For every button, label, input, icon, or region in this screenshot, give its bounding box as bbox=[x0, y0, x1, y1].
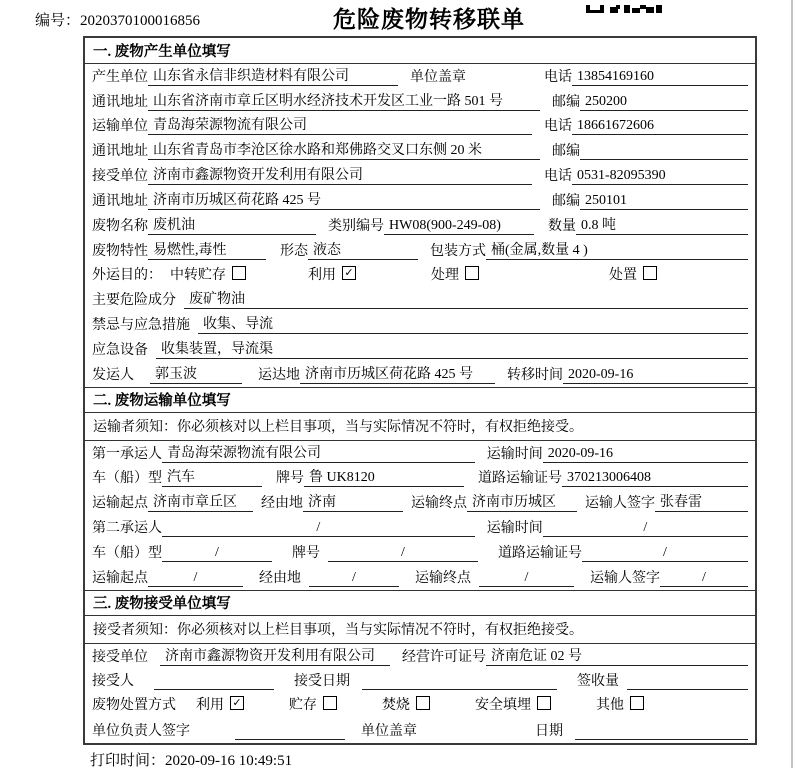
packing-label: 包装方式 bbox=[430, 243, 486, 259]
manager-sign-label: 单位负责人签字 bbox=[92, 724, 190, 740]
emergency-measures-field: 收集、导流 bbox=[198, 313, 748, 334]
transporter-phone-field: 18661672606 bbox=[572, 118, 748, 135]
disposal-option-utilize bbox=[196, 694, 244, 714]
carrier-sign1-field: 张春雷 bbox=[655, 491, 748, 512]
first-carrier-label: 第一承运人 bbox=[92, 446, 162, 462]
disposal-option-other bbox=[596, 694, 644, 714]
page-title: 危险废物转移联单 bbox=[333, 7, 525, 32]
option-label: 利用 bbox=[196, 698, 224, 714]
receiver-phone-label: 电话 bbox=[544, 169, 572, 185]
plate2-field: / bbox=[328, 545, 478, 562]
row-waste-name bbox=[85, 213, 755, 238]
emergency-equipment-label: 应急设备 bbox=[92, 342, 148, 358]
waste-name-field: 废机油 bbox=[148, 214, 316, 235]
receiver-address-field: 济南市历城区荷花路 425 号 bbox=[148, 189, 540, 210]
checkbox-disposal-storage bbox=[323, 696, 337, 710]
transport-time1-field: 2020-09-16 bbox=[543, 446, 748, 463]
waste-property-field: 易燃性,毒性 bbox=[148, 239, 266, 260]
checkbox-utilize: ✓ bbox=[342, 266, 356, 280]
producer-address-label: 通讯地址 bbox=[92, 94, 148, 110]
row-vehicle2 bbox=[85, 540, 755, 565]
producer-label: 产生单位 bbox=[92, 69, 148, 85]
main-hazard-field: 废矿物油 bbox=[184, 288, 748, 309]
checkbox-disposal-utilize: ✓ bbox=[230, 696, 244, 710]
receiver-label: 接受单位 bbox=[92, 169, 148, 185]
packing-field: 桶(金属,数量 4 ) bbox=[486, 239, 748, 260]
road-permit2-label: 道路运输证号 bbox=[498, 545, 582, 561]
receiver-name-field: 济南市鑫源物资开发利用有限公司 bbox=[148, 164, 532, 185]
form-field: 液态 bbox=[308, 239, 418, 260]
road-permit1-label: 道路运输证号 bbox=[478, 471, 562, 487]
carrier-sign2-field: / bbox=[660, 570, 748, 587]
row-dispatch bbox=[85, 362, 755, 387]
road-permit2-field: / bbox=[582, 545, 748, 562]
quantity-field: 0.8 吨 bbox=[576, 214, 748, 235]
receiving-unit-label: 接受单位 bbox=[92, 649, 148, 665]
producer-name-field: 山东省永信非织造材料有限公司 bbox=[148, 65, 398, 86]
unit-seal2-label: 单位盖章 bbox=[361, 724, 417, 740]
row-transfer-purpose bbox=[85, 263, 755, 288]
row-first-carrier bbox=[85, 441, 755, 466]
license-label: 经营许可证号 bbox=[402, 649, 486, 665]
row-main-hazard bbox=[85, 287, 755, 312]
plate2-label: 牌号 bbox=[292, 545, 320, 561]
row-emergency-equipment bbox=[85, 337, 755, 362]
category-code-field: HW08(900-249-08) bbox=[384, 218, 534, 235]
option-label: 焚烧 bbox=[382, 698, 410, 714]
row-route2 bbox=[85, 565, 755, 590]
category-code-label: 类别编号 bbox=[328, 218, 384, 234]
transporter-zip-field bbox=[580, 159, 748, 160]
end2-field: / bbox=[479, 570, 574, 587]
date2-field bbox=[575, 739, 748, 740]
row-producer bbox=[85, 64, 755, 89]
transporter-label: 运输单位 bbox=[92, 119, 148, 135]
transport-time2-label: 运输时间 bbox=[486, 521, 543, 537]
end2-label: 运输终点 bbox=[415, 570, 471, 586]
option-label: 处理 bbox=[431, 267, 459, 283]
via1-label: 经由地 bbox=[261, 496, 303, 512]
row-vehicle1 bbox=[85, 466, 755, 491]
row-receiver-address bbox=[85, 188, 755, 213]
second-carrier-label: 第二承运人 bbox=[92, 521, 162, 537]
destination-field: 济南市历城区荷花路 425 号 bbox=[300, 363, 495, 384]
vehicle-type1-field: 汽车 bbox=[162, 466, 262, 487]
vehicle-type2-field: / bbox=[162, 545, 272, 562]
plate1-field: 鲁 UK8120 bbox=[304, 466, 464, 487]
transporter-address-field: 山东省青岛市李沧区徐水路和郑佛路交叉口东侧 20 米 bbox=[148, 139, 540, 160]
waste-property-label: 废物特性 bbox=[92, 243, 148, 259]
disposal-option-incinerate bbox=[382, 694, 430, 714]
row-receiver bbox=[85, 163, 755, 188]
transfer-time-field: 2020-09-16 bbox=[563, 367, 748, 384]
row-producer-address bbox=[85, 89, 755, 114]
second-carrier-field: / bbox=[162, 520, 475, 537]
row-manager-signature bbox=[85, 718, 755, 743]
emergency-measures-label: 禁忌与应急措施 bbox=[92, 318, 190, 334]
checkbox-disposal-other bbox=[630, 696, 644, 710]
section1-header: 一. 废物产生单位填写 bbox=[85, 38, 755, 64]
row-transporter-address bbox=[85, 138, 755, 163]
main-hazard-label: 主要危险成分 bbox=[92, 293, 176, 309]
waste-name-label: 废物名称 bbox=[92, 218, 148, 234]
option-label: 利用 bbox=[308, 267, 336, 283]
checkbox-treat bbox=[465, 266, 479, 280]
print-time-label: 打印时间： bbox=[90, 753, 166, 769]
row-waste-property bbox=[85, 238, 755, 263]
destination-label: 运达地 bbox=[258, 367, 300, 383]
option-label: 安全填埋 bbox=[475, 698, 531, 714]
disposal-option-storage bbox=[289, 694, 337, 714]
checkbox-disposal-incinerate bbox=[416, 696, 430, 710]
origin2-label: 运输起点 bbox=[92, 570, 148, 586]
purpose-option-utilize bbox=[308, 264, 356, 284]
producer-zip-field: 250200 bbox=[580, 94, 748, 111]
transport-time2-field: / bbox=[543, 520, 748, 537]
signed-amount-field bbox=[627, 689, 748, 690]
option-label: 中转贮存 bbox=[170, 267, 226, 283]
transporter-zip-label: 邮编 bbox=[552, 144, 580, 160]
purpose-option-treat bbox=[431, 264, 479, 284]
row-route1 bbox=[85, 490, 755, 515]
transporter-name-field: 青岛海荣源物流有限公司 bbox=[148, 114, 532, 135]
purpose-option-transfer-storage bbox=[170, 264, 246, 284]
checkbox-transfer-storage bbox=[232, 266, 246, 280]
plate1-label: 牌号 bbox=[276, 471, 304, 487]
disposal-method-label: 废物处置方式 bbox=[92, 698, 176, 714]
transporter-address-label: 通讯地址 bbox=[92, 144, 148, 160]
row-disposal-method bbox=[85, 693, 755, 718]
signed-amount-label: 签收量 bbox=[577, 674, 619, 690]
receiver-phone-field: 0531-82095390 bbox=[572, 168, 748, 185]
option-label: 处置 bbox=[609, 267, 637, 283]
row-transporter bbox=[85, 114, 755, 139]
receiving-unit-field: 济南市鑫源物资开发利用有限公司 bbox=[160, 645, 390, 666]
carrier-sign2-label: 运输人签字 bbox=[590, 570, 660, 586]
via2-label: 经由地 bbox=[259, 570, 301, 586]
date2-label: 日期 bbox=[535, 724, 563, 740]
first-carrier-field: 青岛海荣源物流有限公司 bbox=[162, 442, 475, 463]
disposal-option-landfill bbox=[475, 694, 551, 714]
checkbox-disposal-landfill bbox=[537, 696, 551, 710]
purpose-option-dispose bbox=[609, 264, 657, 284]
origin1-field: 济南市章丘区 bbox=[148, 491, 253, 512]
via2-field: / bbox=[309, 570, 399, 587]
recipient-field bbox=[154, 689, 274, 690]
end1-field: 济南市历城区 bbox=[467, 491, 577, 512]
road-permit1-field: 370213006408 bbox=[562, 470, 748, 487]
consignor-field: 郭玉波 bbox=[150, 363, 242, 384]
origin2-field: / bbox=[148, 570, 243, 587]
vehicle-type1-label: 车（船）型 bbox=[92, 471, 162, 487]
manager-sign-field bbox=[235, 739, 345, 740]
transporter-phone-label: 电话 bbox=[544, 119, 572, 135]
serial-label: 编号： bbox=[35, 13, 81, 29]
receiver-address-label: 通讯地址 bbox=[92, 193, 148, 209]
receive-date-label: 接受日期 bbox=[294, 674, 350, 690]
form-label: 形态 bbox=[280, 243, 308, 259]
via1-field: 济南 bbox=[303, 491, 403, 512]
producer-phone-field: 13854169160 bbox=[572, 69, 748, 86]
qr-code-fragment-icon bbox=[586, 0, 662, 8]
transporter-notice: 运输者须知：你必须核对以上栏目事项，当与实际情况不符时，有权拒绝接受。 bbox=[85, 413, 755, 441]
license-field: 济南危证 02 号 bbox=[486, 645, 748, 666]
checkbox-dispose bbox=[643, 266, 657, 280]
section3-header: 三. 废物接受单位填写 bbox=[85, 590, 755, 616]
receiver-notice: 接受者须知：你必须核对以上栏目事项，当与实际情况不符时，有权拒绝接受。 bbox=[85, 616, 755, 644]
serial-number bbox=[35, 9, 200, 30]
serial-value: 2020370100016856 bbox=[80, 13, 201, 29]
row-second-carrier bbox=[85, 515, 755, 540]
purpose-label: 外运目的： bbox=[92, 267, 162, 283]
receiver-zip-label: 邮编 bbox=[552, 193, 580, 209]
consignor-label: 发运人 bbox=[92, 367, 134, 383]
section2-header: 二. 废物运输单位填写 bbox=[85, 387, 755, 413]
recipient-label: 接受人 bbox=[92, 674, 134, 690]
option-label: 其他 bbox=[596, 698, 624, 714]
producer-zip-label: 邮编 bbox=[552, 94, 580, 110]
receive-date-field bbox=[362, 689, 557, 690]
carrier-sign1-label: 运输人签字 bbox=[585, 496, 655, 512]
producer-address-field: 山东省济南市章丘区明水经济技术开发区工业一路 501 号 bbox=[148, 90, 540, 111]
print-time bbox=[90, 749, 292, 770]
quantity-label: 数量 bbox=[548, 218, 576, 234]
producer-phone-label: 电话 bbox=[544, 69, 572, 85]
transport-time1-label: 运输时间 bbox=[486, 446, 543, 462]
print-time-value: 2020-09-16 10:49:51 bbox=[165, 753, 293, 769]
page-right-edge bbox=[791, 0, 793, 768]
row-receiving-unit bbox=[85, 644, 755, 669]
end1-label: 运输终点 bbox=[411, 496, 467, 512]
receiver-zip-field: 250101 bbox=[580, 193, 748, 210]
transfer-form-table bbox=[83, 36, 757, 745]
unit-seal-label: 单位盖章 bbox=[410, 69, 466, 85]
row-emergency-measures bbox=[85, 312, 755, 337]
origin1-label: 运输起点 bbox=[92, 496, 148, 512]
option-label: 贮存 bbox=[289, 698, 317, 714]
emergency-equipment-field: 收集装置，导流渠 bbox=[156, 338, 748, 359]
row-recipient bbox=[85, 669, 755, 694]
vehicle-type2-label: 车（船）型 bbox=[92, 545, 162, 561]
transfer-time-label: 转移时间 bbox=[507, 367, 563, 383]
